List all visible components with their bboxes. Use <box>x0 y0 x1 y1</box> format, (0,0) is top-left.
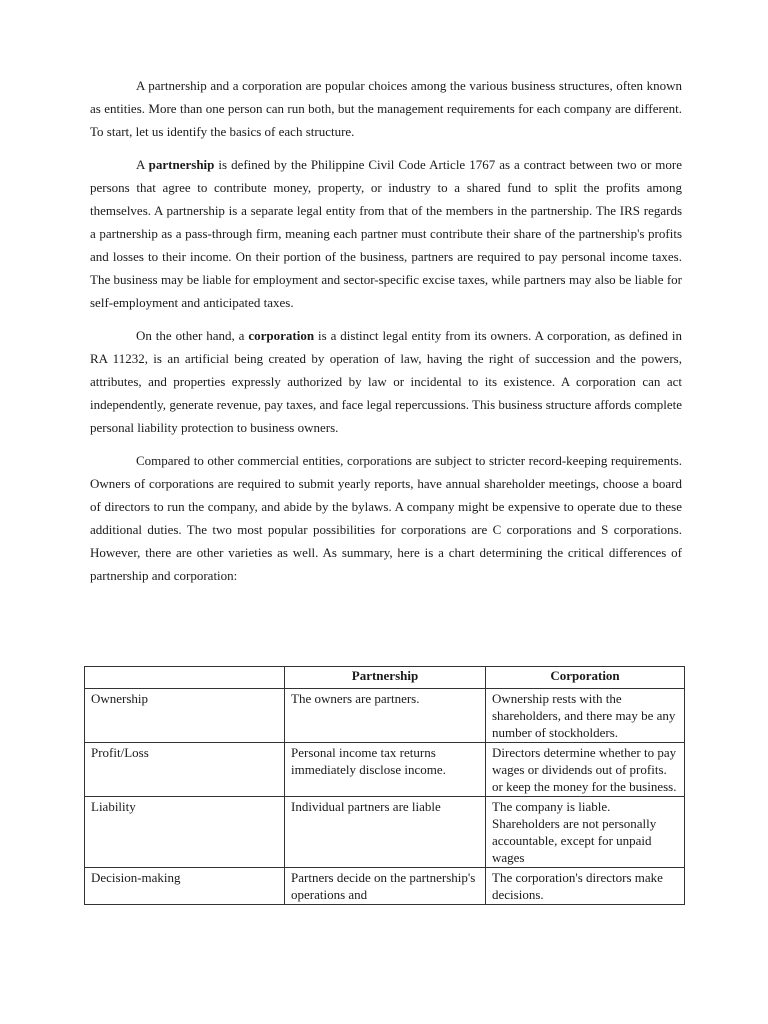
row-label-profit-loss: Profit/Loss <box>85 743 285 797</box>
partnership-paragraph <box>90 153 682 314</box>
header-cell-partnership: Partnership <box>285 667 486 689</box>
cell-corporation-liability: The company is liable. Shareholders are not personally accountable, except for unpaid wages <box>486 797 685 868</box>
table-row <box>85 689 685 743</box>
comparison-table <box>84 666 685 905</box>
cell-partnership-profit-loss: Personal income tax returns immediately disclose income. <box>285 743 486 797</box>
table-row <box>85 797 685 868</box>
cell-partnership-liability: Individual partners are liable <box>285 797 486 868</box>
comparison-text: Compared to other commercial entities, corporations are subject to stricter record-keeping requirements. Owners of corporations are required to submit yearly reports, have annual shareholder meetings, choose a board of directors to run the company, and abide by the bylaws. A company might be expensive to operate due to these additional duties. The two most popular possibilities for corporations are C corporations and S corporations. However, there are other varieties as well. As summary, here is a chart determining the critical differences of partnership and corporation: <box>90 453 682 583</box>
table-row <box>85 868 685 905</box>
cell-partnership-ownership: The owners are partners. <box>285 689 486 743</box>
cell-corporation-profit-loss: Directors determine whether to pay wages or dividends out of profits. or keep the money for the business. <box>486 743 685 797</box>
row-label-liability: Liability <box>85 797 285 868</box>
cell-corporation-decision-making: The corporation's directors make decisions. <box>486 868 685 905</box>
header-cell-corporation: Corporation <box>486 667 685 689</box>
corporation-paragraph <box>90 324 682 439</box>
table-row <box>85 743 685 797</box>
corporation-lead: On the other hand, a <box>136 328 249 343</box>
intro-paragraph <box>90 74 682 143</box>
intro-text: A partnership and a corporation are popular choices among the various business structures, often known as entities. More than one person can run both, but the management requirements for each company are different. To start, let us identify the basics of each structure. <box>90 78 682 139</box>
corporation-term: corporation <box>248 328 315 343</box>
partnership-text: is defined by the Philippine Civil Code Article 1767 as a contract between two or more persons that agree to contribute money, property, or industry to a shared fund to split the profits among themselves. A partnership is a separate legal entity from that of the members in the partnership. The IRS regards a partnership as a pass-through firm, meaning each partner must contribute their share of the partnership's profits and losses to their income. On their portion of the business, partners are required to pay personal income taxes. The business may be liable for employment and sector-specific excise taxes, while partners may also be liable for self-employment and anticipated taxes. <box>90 157 682 310</box>
header-cell-blank <box>85 667 285 689</box>
table-header-row <box>85 667 685 689</box>
cell-corporation-ownership: Ownership rests with the shareholders, and there may be any number of stockholders. <box>486 689 685 743</box>
row-label-decision-making: Decision-making <box>85 868 285 905</box>
row-label-ownership: Ownership <box>85 689 285 743</box>
comparison-paragraph <box>90 449 682 587</box>
document-body <box>90 74 682 597</box>
partnership-term: partnership <box>148 157 215 172</box>
corporation-text: is a distinct legal entity from its owners. A corporation, as defined in RA 11232, is an artificial being created by operation of law, having the right of succession and the powers, attributes, and properties expressly authorized by law or incidental to its existence. A corporation can act independently, generate revenue, pay taxes, and face legal repercussions. This business structure affords complete personal liability protection to business owners. <box>90 328 682 435</box>
cell-partnership-decision-making: Partners decide on the partnership's operations and <box>285 868 486 905</box>
partnership-lead: A <box>136 157 149 172</box>
